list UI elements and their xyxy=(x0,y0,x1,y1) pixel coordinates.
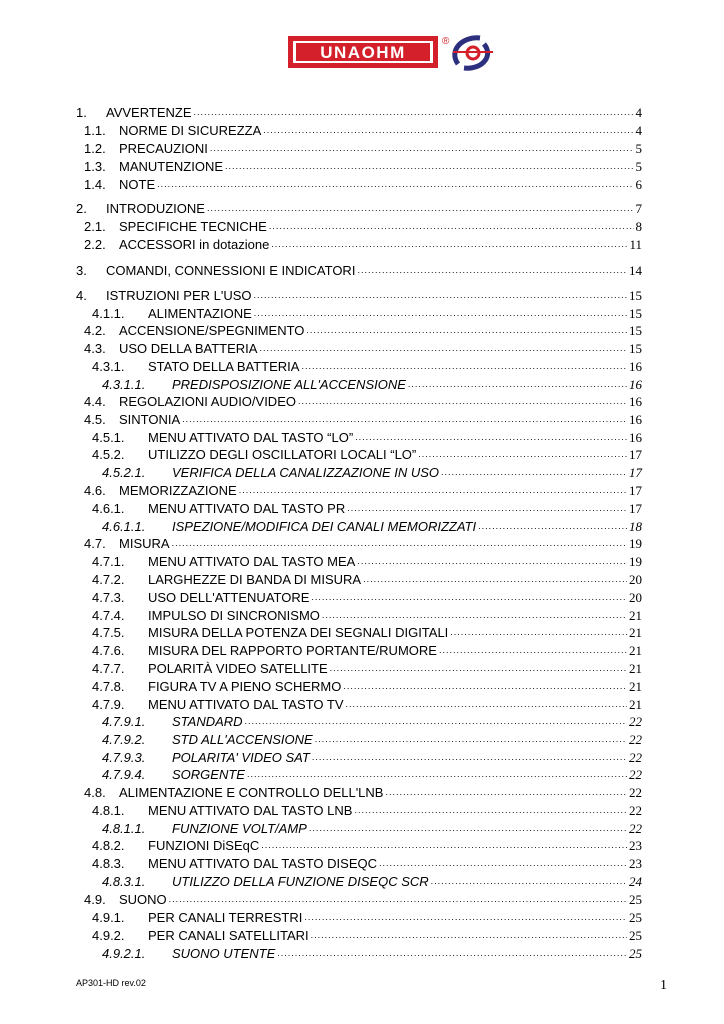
toc-entry-title: SUONO UTENTE xyxy=(172,946,276,961)
toc-entry-page: 25 xyxy=(629,946,642,961)
toc-leader-dots xyxy=(379,854,627,872)
toc-entry-page: 5 xyxy=(635,159,642,174)
toc-entry[interactable] xyxy=(92,802,642,820)
toc-entry[interactable] xyxy=(84,218,642,236)
toc-entry-page: 17 xyxy=(629,465,642,480)
toc-entry-page: 20 xyxy=(629,590,642,605)
toc-entry-page: 22 xyxy=(629,803,642,818)
toc-entry-number: 4.9.2. xyxy=(92,928,125,943)
toc-entry[interactable] xyxy=(84,535,642,553)
toc-leader-dots xyxy=(298,392,627,410)
toc-entry-number: 4.7.3. xyxy=(92,590,125,605)
toc-entry-page: 23 xyxy=(629,856,642,871)
toc-entry-number: 4.8.1.1. xyxy=(102,821,146,836)
toc-entry[interactable] xyxy=(102,873,642,891)
toc-entry-number: 4.7.6. xyxy=(92,643,125,658)
toc-entry-title: STD ALL'ACCENSIONE xyxy=(172,732,313,747)
toc-entry-page: 15 xyxy=(629,323,642,338)
toc-entry-number: 4.7.7. xyxy=(92,661,125,676)
toc-entry-number: 4.7.2. xyxy=(92,572,125,587)
toc-leader-dots xyxy=(269,217,634,235)
toc-entry-page: 11 xyxy=(629,237,642,252)
toc-leader-dots xyxy=(431,872,627,890)
toc-leader-dots xyxy=(441,463,627,481)
toc-entry-number: 1.1. xyxy=(84,123,106,138)
document-revision: AP301-HD rev.02 xyxy=(76,978,146,988)
toc-entry[interactable] xyxy=(84,393,642,411)
toc-entry-page: 17 xyxy=(629,483,642,498)
toc-leader-dots xyxy=(259,339,627,357)
toc-entry[interactable] xyxy=(92,624,642,642)
toc-leader-dots xyxy=(450,623,627,641)
toc-entry[interactable] xyxy=(76,262,642,280)
toc-entry-title: UTILIZZO DELLA FUNZIONE DISEQC SCR xyxy=(172,874,429,889)
toc-leader-dots xyxy=(311,588,627,606)
toc-entry-number: 1.3. xyxy=(84,159,106,174)
toc-entry-page: 4 xyxy=(635,105,642,120)
toc-leader-dots xyxy=(385,783,627,801)
toc-entry-number: 1. xyxy=(76,105,87,120)
toc-entry-number: 3. xyxy=(76,263,87,278)
toc-entry-title: ALIMENTAZIONE xyxy=(148,306,252,321)
toc-entry[interactable] xyxy=(92,660,642,678)
toc-entry-title: MENU ATTIVATO DAL TASTO TV xyxy=(148,697,344,712)
toc-entry-number: 4.7. xyxy=(84,536,106,551)
toc-leader-dots xyxy=(357,552,627,570)
toc-entry-title: IMPULSO DI SINCRONISMO xyxy=(148,608,320,623)
toc-entry-title: INTRODUZIONE xyxy=(106,201,205,216)
toc-entry-number: 4.4. xyxy=(84,394,106,409)
toc-entry[interactable] xyxy=(92,837,642,855)
toc-entry[interactable] xyxy=(76,200,642,218)
toc-leader-dots xyxy=(207,199,634,217)
toc-leader-dots xyxy=(343,677,627,695)
toc-entry-number: 4.7.9.4. xyxy=(102,767,146,782)
toc-leader-dots xyxy=(277,944,627,962)
toc-entry-title: NORME DI SICUREZZA xyxy=(119,123,262,138)
toc-entry-number: 4.6.1.1. xyxy=(102,519,146,534)
unaohm-logo xyxy=(288,32,498,74)
toc-entry-title: POLARITÀ VIDEO SATELLITE xyxy=(148,661,328,676)
toc-leader-dots xyxy=(330,659,627,677)
toc-entry-title: MENU ATTIVATO DAL TASTO “LO” xyxy=(148,430,354,445)
toc-entry-page: 17 xyxy=(629,447,642,462)
toc-leader-dots xyxy=(263,121,633,139)
toc-leader-dots xyxy=(309,819,627,837)
toc-entry-number: 4.8.3.1. xyxy=(102,874,146,889)
toc-entry-title: MISURA xyxy=(119,536,170,551)
toc-entry-number: 4.9. xyxy=(84,892,106,907)
toc-entry-number: 4.9.1. xyxy=(92,910,125,925)
toc-entry-number: 4.7.1. xyxy=(92,554,125,569)
toc-entry-title: MENU ATTIVATO DAL TASTO PR xyxy=(148,501,346,516)
toc-leader-dots xyxy=(261,836,627,854)
toc-leader-dots xyxy=(418,445,627,463)
toc-entry-number: 1.2. xyxy=(84,141,106,156)
toc-entry-title: USO DELLA BATTERIA xyxy=(119,341,258,356)
toc-entry-title: MEMORIZZAZIONE xyxy=(119,483,237,498)
toc-leader-dots xyxy=(169,890,627,908)
toc-leader-dots xyxy=(322,606,627,624)
toc-entry-title: REGOLAZIONI AUDIO/VIDEO xyxy=(119,394,296,409)
toc-entry-page: 16 xyxy=(629,430,642,445)
toc-entry-page: 21 xyxy=(629,679,642,694)
toc-entry-page: 22 xyxy=(629,750,642,765)
toc-leader-dots xyxy=(363,570,627,588)
toc-leader-dots xyxy=(408,375,627,393)
toc-leader-dots xyxy=(254,286,627,304)
toc-entry-page: 22 xyxy=(629,714,642,729)
toc-entry-title: SINTONIA xyxy=(119,412,181,427)
toc-entry-number: 2. xyxy=(76,201,87,216)
toc-entry-title: SPECIFICHE TECNICHE xyxy=(119,219,267,234)
toc-entry-number: 4.9.2.1. xyxy=(102,946,146,961)
toc-entry-number: 4.7.9.3. xyxy=(102,750,146,765)
toc-entry[interactable] xyxy=(92,446,642,464)
toc-entry-title: MISURA DEL RAPPORTO PORTANTE/RUMORE xyxy=(148,643,437,658)
toc-entry[interactable] xyxy=(92,571,642,589)
toc-entry-number: 4.5. xyxy=(84,412,106,427)
toc-entry-page: 21 xyxy=(629,625,642,640)
toc-entry[interactable] xyxy=(84,158,642,176)
toc-entry-page: 21 xyxy=(629,661,642,676)
toc-entry-number: 4.5.1. xyxy=(92,430,125,445)
toc-leader-dots xyxy=(312,748,627,766)
toc-entry-page: 5 xyxy=(635,141,642,156)
toc-entry-page: 25 xyxy=(629,928,642,943)
toc-leader-dots xyxy=(301,357,627,375)
toc-entry-title: FUNZIONE VOLT/AMP xyxy=(172,821,307,836)
page-number: 1 xyxy=(660,978,667,993)
toc-entry-title: COMANDI, CONNESSIONI E INDICATORI xyxy=(106,263,356,278)
toc-entry-title: ALIMENTAZIONE E CONTROLLO DELL'LNB xyxy=(119,785,384,800)
toc-leader-dots xyxy=(304,908,627,926)
toc-entry[interactable] xyxy=(84,482,642,500)
toc-entry[interactable] xyxy=(76,287,642,305)
toc-entry-page: 25 xyxy=(629,910,642,925)
toc-entry-number: 4.6.1. xyxy=(92,501,125,516)
toc-entry[interactable] xyxy=(92,553,642,571)
toc-entry-title: ISPEZIONE/MODIFICA DEI CANALI MEMORIZZATI xyxy=(172,519,477,534)
toc-leader-dots xyxy=(254,304,627,322)
toc-entry-number: 4.2. xyxy=(84,323,106,338)
toc-entry-page: 21 xyxy=(629,608,642,623)
toc-entry-page: 14 xyxy=(629,263,642,278)
toc-entry-page: 16 xyxy=(629,412,642,427)
toc-entry-number: 4.3.1. xyxy=(92,359,125,374)
toc-entry[interactable] xyxy=(92,358,642,376)
toc-entry-number: 4.6. xyxy=(84,483,106,498)
toc-entry-number: 4.8. xyxy=(84,785,106,800)
toc-entry-title: PRECAUZIONI xyxy=(119,141,208,156)
toc-entry[interactable] xyxy=(92,642,642,660)
toc-leader-dots xyxy=(172,534,627,552)
toc-entry-number: 4.7.9.1. xyxy=(102,714,146,729)
toc-entry-number: 4.7.8. xyxy=(92,679,125,694)
toc-entry-page: 23 xyxy=(629,838,642,853)
toc-entry-title: PREDISPOSIZIONE ALL'ACCENSIONE xyxy=(172,377,406,392)
toc-entry[interactable] xyxy=(84,411,642,429)
toc-entry-title: ACCESSORI in dotazione xyxy=(119,237,270,252)
toc-entry-title: MENU ATTIVATO DAL TASTO LNB xyxy=(148,803,353,818)
toc-leader-dots xyxy=(311,926,627,944)
logo-graphic xyxy=(288,32,498,74)
toc-entry[interactable] xyxy=(102,713,642,731)
toc-entry-title: FUNZIONI DiSEqC xyxy=(148,838,260,853)
toc-entry-page: 22 xyxy=(629,821,642,836)
toc-entry[interactable] xyxy=(102,731,642,749)
toc-entry-title: POLARITA' VIDEO SAT xyxy=(172,750,310,765)
toc-entry-number: 4.1.1. xyxy=(92,306,125,321)
toc-entry-title: MANUTENZIONE xyxy=(119,159,223,174)
toc-entry-title: MENU ATTIVATO DAL TASTO DISEQC xyxy=(148,856,377,871)
toc-entry-page: 21 xyxy=(629,697,642,712)
toc-entry-title: STATO DELLA BATTERIA xyxy=(148,359,300,374)
toc-entry-title: ISTRUZIONI PER L'USO xyxy=(106,288,252,303)
toc-entry-number: 4.8.2. xyxy=(92,838,125,853)
toc-leader-dots xyxy=(157,175,633,193)
toc-entry[interactable] xyxy=(92,855,642,873)
toc-entry[interactable] xyxy=(92,500,642,518)
toc-leader-dots xyxy=(210,139,634,157)
toc-entry-number: 4.7.9. xyxy=(92,697,125,712)
toc-entry-page: 25 xyxy=(629,892,642,907)
toc-entry-title: MISURA DELLA POTENZA DEI SEGNALI DIGITALI xyxy=(148,625,449,640)
toc-entry[interactable] xyxy=(84,140,642,158)
toc-entry-title: LARGHEZZE DI BANDA DI MISURA xyxy=(148,572,362,587)
toc-entry[interactable] xyxy=(102,945,642,963)
toc-entry-page: 19 xyxy=(629,536,642,551)
toc-leader-dots xyxy=(354,801,627,819)
toc-entry-page: 7 xyxy=(635,201,642,216)
toc-entry-number: 4.8.1. xyxy=(92,803,125,818)
toc-leader-dots xyxy=(245,712,627,730)
toc-entry-number: 4.5.2.1. xyxy=(102,465,146,480)
toc-entry-page: 15 xyxy=(629,341,642,356)
toc-leader-dots xyxy=(193,103,633,121)
toc-entry-title: STANDARD xyxy=(172,714,243,729)
toc-entry-title: PER CANALI TERRESTRI xyxy=(148,910,303,925)
toc-entry-page: 4 xyxy=(635,123,642,138)
toc-entry-page: 22 xyxy=(629,732,642,747)
toc-entry[interactable] xyxy=(84,891,642,909)
toc-entry-page: 22 xyxy=(629,785,642,800)
toc-entry[interactable] xyxy=(92,927,642,945)
toc-entry[interactable] xyxy=(84,122,642,140)
toc-entry-page: 8 xyxy=(635,219,642,234)
toc-entry-title: SORGENTE xyxy=(172,767,245,782)
toc-leader-dots xyxy=(182,410,627,428)
toc-entry[interactable] xyxy=(76,104,642,122)
toc-leader-dots xyxy=(271,235,627,253)
toc-entry-page: 15 xyxy=(629,306,642,321)
toc-entry-page: 15 xyxy=(629,288,642,303)
toc-leader-dots xyxy=(247,765,627,783)
toc-entry[interactable] xyxy=(84,340,642,358)
toc-entry-title: FIGURA TV A PIENO SCHERMO xyxy=(148,679,342,694)
toc-entry-title: USO DELL'ATTENUATORE xyxy=(148,590,310,605)
toc-entry-number: 2.2. xyxy=(84,237,106,252)
toc-entry[interactable] xyxy=(84,236,642,254)
toc-leader-dots xyxy=(239,481,627,499)
toc-leader-dots xyxy=(315,730,627,748)
toc-leader-dots xyxy=(306,321,627,339)
toc-entry-page: 16 xyxy=(629,377,642,392)
registered-mark: ® xyxy=(442,36,450,47)
toc-leader-dots xyxy=(347,499,627,517)
toc-entry-title: UTILIZZO DEGLI OSCILLATORI LOCALI “LO” xyxy=(148,447,417,462)
toc-entry-page: 6 xyxy=(635,177,642,192)
toc-entry-title: ACCENSIONE/SPEGNIMENTO xyxy=(119,323,305,338)
toc-entry[interactable] xyxy=(84,784,642,802)
toc-entry-title: PER CANALI SATELLITARI xyxy=(148,928,309,943)
toc-entry-page: 22 xyxy=(629,767,642,782)
toc-leader-dots xyxy=(225,157,634,175)
toc-entry-page: 20 xyxy=(629,572,642,587)
unaohm-symbol-icon xyxy=(453,38,493,68)
toc-entry-number: 4.3.1.1. xyxy=(102,377,146,392)
toc-entry[interactable] xyxy=(92,678,642,696)
toc-leader-dots xyxy=(357,261,627,279)
toc-entry[interactable] xyxy=(84,176,642,194)
toc-entry-page: 16 xyxy=(629,359,642,374)
toc-entry-page: 17 xyxy=(629,501,642,516)
toc-leader-dots xyxy=(478,517,627,535)
toc-entry-page: 21 xyxy=(629,643,642,658)
toc-entry-title: VERIFICA DELLA CANALIZZAZIONE IN USO xyxy=(172,465,440,480)
toc-entry-number: 4.7.9.2. xyxy=(102,732,146,747)
toc-entry-number: 4.5.2. xyxy=(92,447,125,462)
toc-entry-title: MENU ATTIVATO DAL TASTO MEA xyxy=(148,554,356,569)
toc-entry[interactable] xyxy=(92,909,642,927)
toc-leader-dots xyxy=(355,428,627,446)
toc-entry-page: 16 xyxy=(629,394,642,409)
toc-entry-page: 18 xyxy=(629,519,642,534)
toc-entry-number: 4. xyxy=(76,288,87,303)
toc-entry-number: 4.7.5. xyxy=(92,625,125,640)
toc-entry-page: 19 xyxy=(629,554,642,569)
logo-text: UNAOHM xyxy=(320,43,406,62)
toc-entry-number: 4.8.3. xyxy=(92,856,125,871)
toc-leader-dots xyxy=(439,641,627,659)
toc-entry[interactable] xyxy=(102,464,642,482)
toc-entry-title: AVVERTENZE xyxy=(106,105,192,120)
toc-entry-number: 1.4. xyxy=(84,177,106,192)
toc-entry-title: SUONO xyxy=(119,892,167,907)
toc-entry-number: 2.1. xyxy=(84,219,106,234)
toc-entry[interactable] xyxy=(84,322,642,340)
toc-entry-page: 24 xyxy=(629,874,642,889)
toc-entry-number: 4.7.4. xyxy=(92,608,125,623)
toc-entry[interactable] xyxy=(92,589,642,607)
toc-leader-dots xyxy=(346,695,627,713)
toc-entry-number: 4.3. xyxy=(84,341,106,356)
toc-entry[interactable] xyxy=(102,766,642,784)
toc-entry-title: NOTE xyxy=(119,177,156,192)
